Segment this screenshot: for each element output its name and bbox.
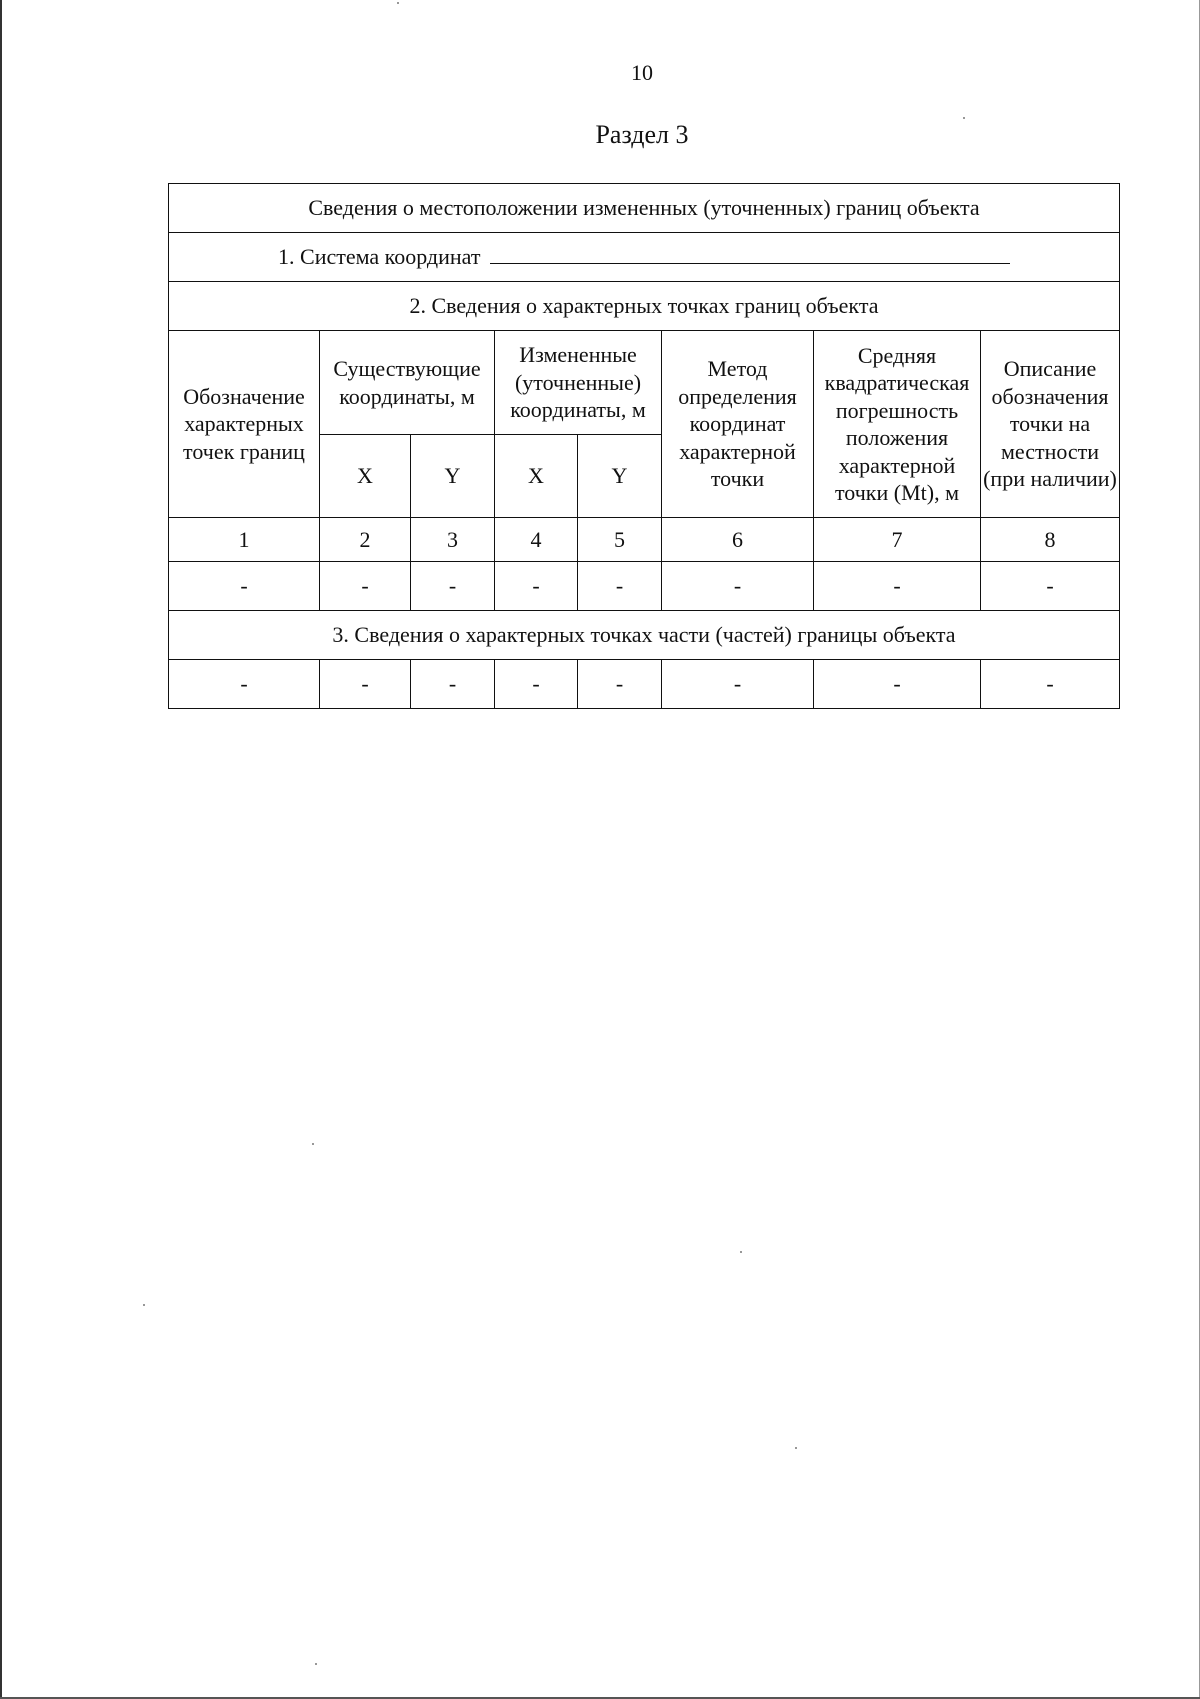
header-description: Описание обозначения точки на местности (при наличии) [981, 331, 1120, 518]
scan-speck [795, 1447, 797, 1449]
column-number: 7 [814, 518, 981, 562]
scan-edge-left [0, 0, 2, 1699]
coord-system-blank-line [490, 245, 1010, 264]
header-changed-y: Y [578, 435, 662, 518]
table-cell: - [578, 562, 662, 611]
boundary-table [168, 183, 1120, 709]
table-cell: - [411, 660, 495, 709]
header-changed-x: X [495, 435, 578, 518]
table-cell: - [169, 562, 320, 611]
column-number: 6 [662, 518, 814, 562]
table-cell: - [495, 562, 578, 611]
header-method: Метод определения координат характерной точки [662, 331, 814, 518]
scan-speck [397, 2, 399, 4]
table-cell: - [662, 660, 814, 709]
table-cell: - [169, 660, 320, 709]
table-cell: - [981, 660, 1120, 709]
parts-data-row [169, 660, 1120, 709]
coord-system-label: 1. Система координат [278, 244, 481, 270]
header-changed-coords: Измененные (уточненные) координаты, м [495, 331, 662, 435]
table-cell: - [981, 562, 1120, 611]
parts-section-label: 3. Сведения о характерных точках части (частей) границы объекта [169, 611, 1120, 660]
column-number: 1 [169, 518, 320, 562]
header-existing-coords: Существующие координаты, м [320, 331, 495, 435]
table-cell: - [814, 562, 981, 611]
table-cell: - [814, 660, 981, 709]
table-cell: - [320, 660, 411, 709]
scan-speck [963, 117, 965, 119]
scan-speck [143, 1304, 145, 1306]
scan-speck [312, 1143, 314, 1145]
table-cell: - [662, 562, 814, 611]
table-title: Сведения о местоположении измененных (уточненных) границ объекта [169, 184, 1120, 233]
header-error: Средняя квадратическая погрешность положения характерной точки (Mt), м [814, 331, 981, 518]
column-number-row [169, 518, 1120, 562]
column-number: 8 [981, 518, 1120, 562]
scan-speck [315, 1663, 317, 1665]
table-cell: - [320, 562, 411, 611]
column-number: 2 [320, 518, 411, 562]
points-section-label: 2. Сведения о характерных точках границ объекта [169, 282, 1120, 331]
page-number: 10 [631, 60, 653, 85]
header-existing-y: Y [411, 435, 495, 518]
coord-system-row [169, 233, 1120, 282]
scan-speck [740, 1251, 742, 1253]
column-number: 3 [411, 518, 495, 562]
table-cell: - [411, 562, 495, 611]
header-existing-x: X [320, 435, 411, 518]
points-data-row [169, 562, 1120, 611]
table-cell: - [578, 660, 662, 709]
header-designation: Обозначение характерных точек границ [169, 331, 320, 518]
section-title: Раздел 3 [595, 120, 689, 149]
column-number: 4 [495, 518, 578, 562]
table-cell: - [495, 660, 578, 709]
column-number: 5 [578, 518, 662, 562]
